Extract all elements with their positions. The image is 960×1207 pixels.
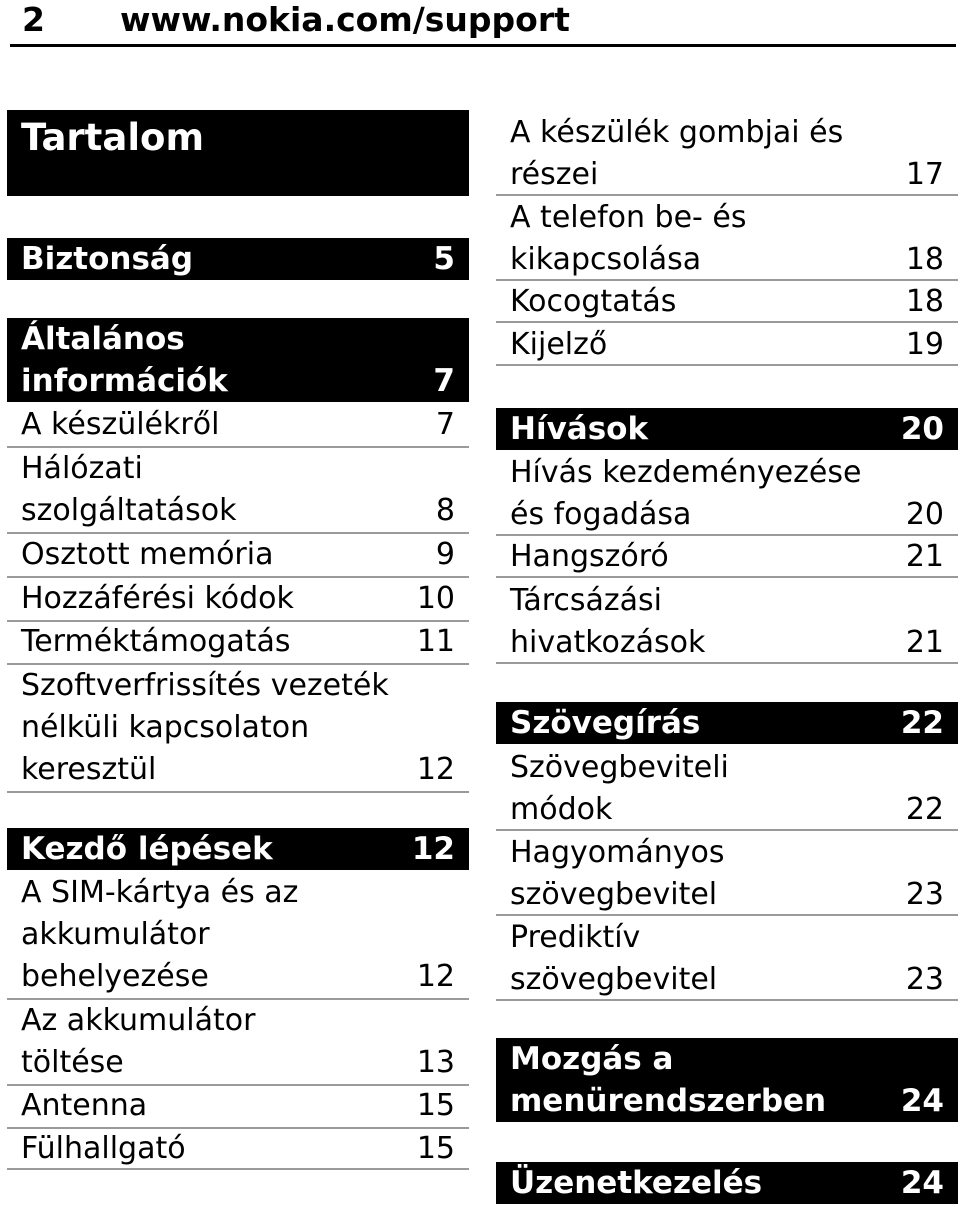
entry-title-line1: Prediktív bbox=[510, 920, 641, 955]
entry-title-line1: Tárcsázási bbox=[510, 583, 663, 618]
entry-title: Terméktámogatás bbox=[21, 624, 291, 659]
toc-entry[interactable] bbox=[7, 1128, 469, 1170]
entry-title-line2: nélküli kapcsolaton bbox=[21, 710, 310, 745]
entry-page: 15 bbox=[416, 1088, 455, 1123]
entry-page: 23 bbox=[905, 962, 944, 997]
entry-page: 18 bbox=[905, 284, 944, 319]
section-page: 24 bbox=[900, 1165, 944, 1201]
toc-title: Tartalom bbox=[21, 116, 204, 159]
section-page: 7 bbox=[433, 363, 455, 399]
entry-title-line1: Hagyományos bbox=[510, 835, 725, 870]
entry-title-line2: részei bbox=[510, 157, 599, 192]
section-title: Szövegírás bbox=[510, 705, 701, 741]
entry-title-line2: szolgáltatások bbox=[21, 493, 237, 528]
support-url[interactable]: www.nokia.com/support bbox=[120, 0, 570, 39]
page-header bbox=[10, 0, 956, 47]
page-number: 2 bbox=[22, 0, 45, 39]
toc-entry[interactable] bbox=[496, 324, 958, 366]
toc-section-biztonsag[interactable] bbox=[7, 238, 469, 280]
entry-page: 18 bbox=[905, 242, 944, 277]
entry-page: 13 bbox=[416, 1045, 455, 1080]
entry-title: Hozzáférési kódok bbox=[21, 581, 294, 616]
entry-title: Hangszóró bbox=[510, 539, 669, 574]
entry-title: Kocogtatás bbox=[510, 284, 677, 319]
entry-page: 20 bbox=[905, 497, 944, 532]
toc-entry[interactable] bbox=[496, 917, 958, 1001]
toc-entry[interactable] bbox=[7, 404, 469, 448]
section-page: 20 bbox=[900, 411, 944, 447]
entry-title-line1: A telefon be- és bbox=[510, 200, 747, 235]
toc-entry[interactable] bbox=[496, 281, 958, 323]
entry-page: 11 bbox=[416, 624, 455, 659]
toc-section-uzenetkezeles[interactable] bbox=[496, 1162, 958, 1204]
entry-title-line1: Hálózati bbox=[21, 451, 143, 486]
entry-page: 7 bbox=[435, 407, 455, 442]
entry-page: 23 bbox=[905, 877, 944, 912]
entry-title-line2: töltése bbox=[21, 1045, 124, 1080]
toc-entry[interactable] bbox=[7, 1085, 469, 1129]
toc-section-hivasok[interactable] bbox=[496, 408, 958, 450]
section-title-line1: Mozgás a bbox=[510, 1041, 674, 1077]
toc-entry[interactable] bbox=[7, 621, 469, 665]
toc-entry[interactable] bbox=[496, 112, 958, 196]
entry-title-line3: keresztül bbox=[21, 752, 157, 787]
entry-title: Fülhallgató bbox=[21, 1131, 186, 1166]
entry-title-line1: A SIM-kártya és az bbox=[21, 875, 299, 910]
section-title: Hívások bbox=[510, 411, 649, 447]
section-title-line2: menürendszerben bbox=[510, 1083, 827, 1119]
toc-entry[interactable] bbox=[7, 872, 469, 1000]
entry-page: 21 bbox=[905, 539, 944, 574]
entry-page: 8 bbox=[435, 493, 455, 528]
entry-title-line2: módok bbox=[510, 792, 613, 827]
entry-title-line2: szövegbevitel bbox=[510, 962, 718, 997]
entry-page: 15 bbox=[416, 1131, 455, 1166]
section-page: 5 bbox=[433, 241, 455, 277]
toc-section-altalanos-informaciok[interactable] bbox=[7, 318, 469, 402]
entry-title-line2: és fogadása bbox=[510, 497, 692, 532]
toc-entry[interactable] bbox=[496, 197, 958, 281]
toc-entry[interactable] bbox=[7, 578, 469, 622]
entry-page: 21 bbox=[905, 625, 944, 660]
toc-entry[interactable] bbox=[7, 1000, 469, 1086]
toc-title-bar bbox=[7, 110, 469, 196]
entry-page: 12 bbox=[416, 959, 455, 994]
entry-title: Osztott memória bbox=[21, 537, 274, 572]
entry-title-line1: Az akkumulátor bbox=[21, 1003, 256, 1038]
entry-page: 10 bbox=[416, 581, 455, 616]
entry-title-line2: szövegbevitel bbox=[510, 877, 718, 912]
entry-title-line1: Szövegbeviteli bbox=[510, 750, 729, 785]
entry-title-line2: kikapcsolása bbox=[510, 242, 702, 277]
entry-page: 9 bbox=[435, 537, 455, 572]
toc-entry[interactable] bbox=[496, 452, 958, 536]
toc-section-mozgas-a-menurendszerben[interactable] bbox=[496, 1038, 958, 1122]
entry-title-line1: Hívás kezdeményezése bbox=[510, 455, 862, 490]
entry-title-line2: akkumulátor bbox=[21, 917, 210, 952]
section-title-line1: Általános bbox=[21, 321, 185, 357]
toc-entry[interactable] bbox=[496, 747, 958, 831]
entry-title-line2: hivatkozások bbox=[510, 625, 706, 660]
entry-page: 12 bbox=[416, 752, 455, 787]
entry-title: A készülékről bbox=[21, 407, 220, 442]
toc-entry[interactable] bbox=[496, 580, 958, 664]
toc-entry[interactable] bbox=[7, 665, 469, 793]
section-title: Kezdő lépések bbox=[21, 831, 273, 867]
toc-section-kezdo-lepesek[interactable] bbox=[7, 828, 469, 870]
entry-page: 17 bbox=[905, 157, 944, 192]
section-page: 24 bbox=[900, 1083, 944, 1119]
toc-entry[interactable] bbox=[7, 534, 469, 578]
entry-title-line1: A készülék gombjai és bbox=[510, 115, 844, 150]
section-title-line2: információk bbox=[21, 363, 228, 399]
toc-entry[interactable] bbox=[496, 832, 958, 916]
entry-title-line1: Szoftverfrissítés vezeték bbox=[21, 668, 389, 703]
entry-page: 22 bbox=[905, 792, 944, 827]
section-title: Biztonság bbox=[21, 241, 194, 277]
entry-title: Antenna bbox=[21, 1088, 148, 1123]
toc-entry[interactable] bbox=[7, 448, 469, 534]
section-page: 22 bbox=[900, 705, 944, 741]
toc-section-szovegiras[interactable] bbox=[496, 702, 958, 744]
entry-title: Kijelző bbox=[510, 327, 608, 362]
section-title: Üzenetkezelés bbox=[510, 1165, 763, 1201]
entry-page: 19 bbox=[905, 327, 944, 362]
entry-title-line3: behelyezése bbox=[21, 959, 209, 994]
section-page: 12 bbox=[411, 831, 455, 867]
toc-entry[interactable] bbox=[496, 536, 958, 578]
